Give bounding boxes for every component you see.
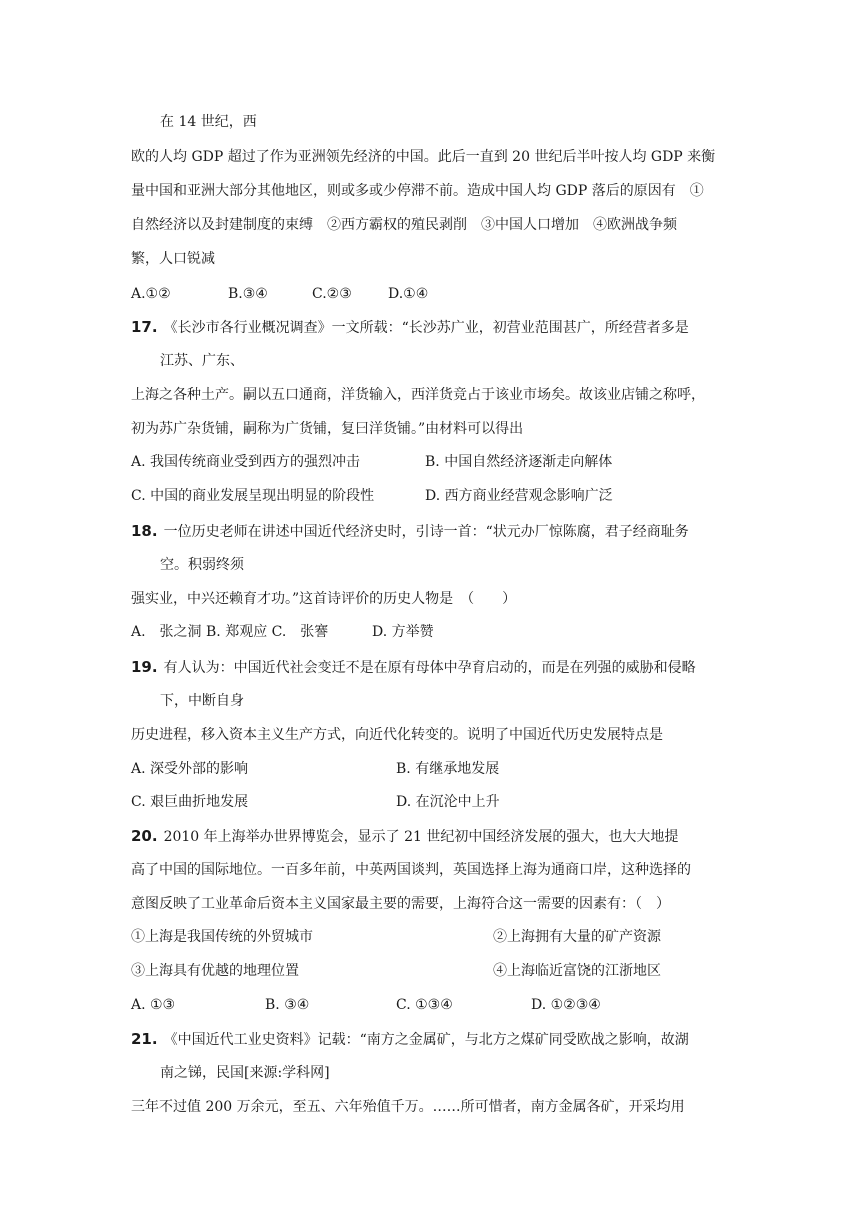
q20-option-c: C. ①③④ [396, 997, 453, 1013]
q18-line-3: 强实业，中兴还赖育才功。”这首诗评价的历史人物是 （ ） [131, 591, 517, 607]
q17-option-a: A. 我国传统商业受到西方的强烈冲击 [131, 454, 361, 470]
q17-option-d: D. 西方商业经营观念影响广泛 [425, 488, 613, 504]
q17-number: 17. [131, 318, 158, 336]
q16-line-5: 繁，人口锐减 [131, 251, 215, 267]
q20-statement-2: ②上海拥有大量的矿产资源 [493, 929, 661, 945]
q16-line-3: 量中国和亚洲大部分其他地区，则或多或少停滞不前。造成中国人均 GDP 落后的原因有 ① [131, 183, 704, 199]
q18-line-1 [131, 521, 689, 542]
q19-option-c: C. 艰巨曲折地发展 [131, 794, 249, 810]
q17-line-2: 江苏、广东、 [160, 353, 244, 369]
q19-option-a: A. 深受外部的影响 [131, 761, 249, 777]
q20-statement-4: ④上海临近富饶的江浙地区 [493, 963, 661, 979]
q17-text-1: 《长沙市各行业概况调查》一文所载：“长沙苏广业，初营业范围甚广，所经营者多是 [163, 320, 689, 336]
q19-number: 19. [131, 658, 158, 676]
q20-line-1 [131, 826, 678, 847]
q17-line-4: 初为苏广杂货铺，嗣称为广货铺，复曰洋货铺。”由材料可以得出 [131, 421, 524, 437]
q20-option-a: A. ①③ [131, 997, 176, 1013]
q20-option-d: D. ①②③④ [531, 997, 601, 1013]
q20-line-2: 高了中国的国际地位。一百多年前，中英两国谈判，英国选择上海为通商口岸，这种选择的 [131, 862, 691, 878]
q19-option-b: B. 有继承地发展 [396, 761, 500, 777]
q18-line-2: 空。积弱终须 [160, 557, 244, 573]
q17-line-1 [131, 317, 689, 338]
q18-option-d: D. 方举赞 [372, 624, 434, 640]
q21-text-1: 《中国近代工业史资料》记载：“南方之金属矿，与北方之煤矿同受欧战之影响，故湖 [163, 1032, 689, 1048]
q20-statement-3: ③上海具有优越的地理位置 [131, 963, 299, 979]
q19-text-1: 有人认为：中国近代社会变迁不是在原有母体中孕育启动的，而是在列强的威胁和侵略 [163, 660, 696, 676]
q20-text-1: 2010 年上海举办世界博览会，显示了 21 世纪初中国经济发展的强大，也大大地提 [163, 829, 679, 845]
q16-option-c: C.②③ [312, 286, 352, 302]
q20-number: 20. [131, 827, 158, 845]
q21-line-1 [131, 1029, 689, 1050]
q21-line-3: 三年不过值 200 万余元，至五、六年殆值千万。……所可惜者，南方金属各矿，开采均用 [131, 1099, 685, 1115]
q19-line-1 [131, 657, 696, 678]
q16-option-a: A.①② [131, 286, 171, 302]
q19-option-d: D. 在沉沦中上升 [396, 794, 500, 810]
q16-line-4: 自然经济以及封建制度的束缚 ②西方霸权的殖民剥削 ③中国人口增加 ④欧洲战争频 [131, 217, 677, 233]
q17-option-b: B. 中国自然经济逐渐走向解体 [425, 454, 613, 470]
q16-option-b: B.③④ [228, 286, 268, 302]
q19-line-3: 历史进程，移入资本主义生产方式，向近代化转变的。说明了中国近代历史发展特点是 [131, 727, 663, 743]
q16-line-1: 在 14 世纪，西 [160, 114, 257, 130]
q18-number: 18. [131, 522, 158, 540]
q17-line-3: 上海之各种土产。嗣以五口通商，洋货输入，西洋货竞占于该业市场矣。故该业店铺之称呼， [131, 387, 705, 403]
q21-line-2: 南之锑，民国[来源:学科网] [160, 1065, 330, 1081]
q20-option-b: B. ③④ [265, 997, 310, 1013]
q19-line-2: 下，中断自身 [160, 693, 244, 709]
q18-option-abc: A. 张之洞 B. 郑观应 C. 张謇 [131, 624, 329, 640]
q17-option-c: C. 中国的商业发展呈现出明显的阶段性 [131, 488, 375, 504]
q21-number: 21. [131, 1030, 158, 1048]
q20-statement-1: ①上海是我国传统的外贸城市 [131, 929, 313, 945]
q18-text-1: 一位历史老师在讲述中国近代经济史时，引诗一首：“状元办厂惊陈腐，君子经商耻务 [163, 524, 689, 540]
q20-line-3: 意图反映了工业革命后资本主义国家最主要的需要，上海符合这一需要的因素有：（ ） [131, 896, 670, 912]
q16-option-d: D.①④ [388, 286, 429, 302]
q16-line-2: 欧的人均 GDP 超过了作为亚洲领先经济的中国。此后一直到 20 世纪后半叶按人均 GDP 来衡 [131, 149, 716, 165]
